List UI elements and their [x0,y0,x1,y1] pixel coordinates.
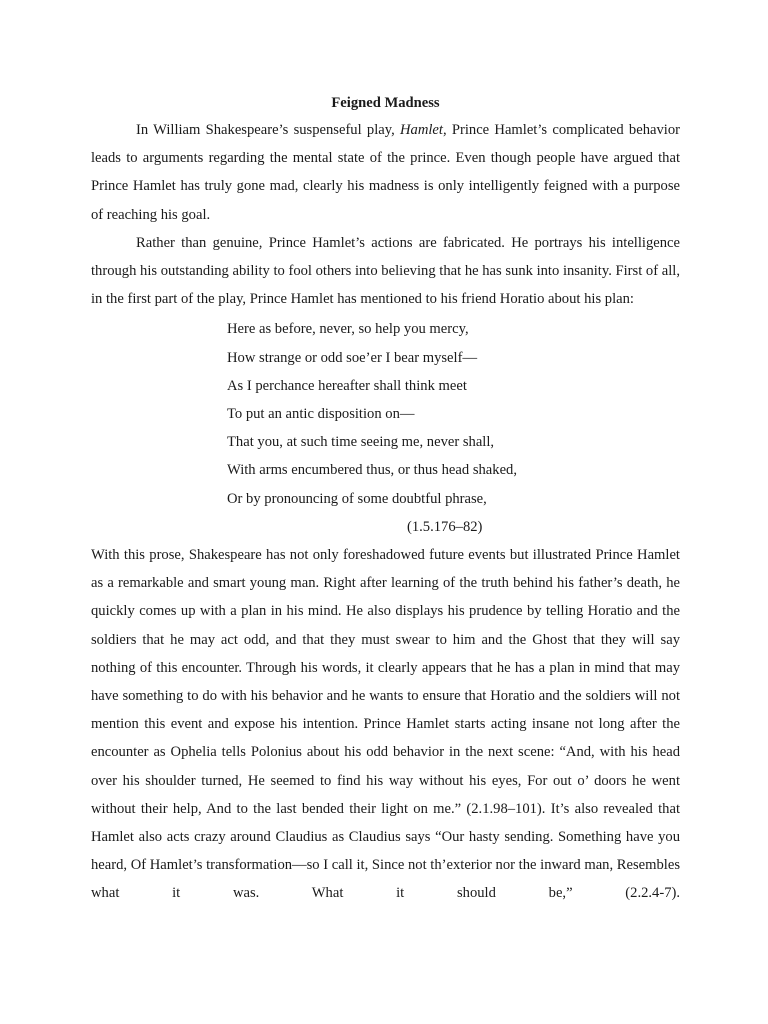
quote-citation: (1.5.176–82) [407,518,483,535]
document-body [91,91,680,908]
quote-line: To put an antic disposition on— [227,406,415,423]
intro-text-start: In William Shakespeare’s suspenseful play, [136,122,400,138]
body-paragraph-2: Rather than genuine, Prince Hamlet’s actions are fabricated. He portrays his intelligence through his outstanding ability to fool others into believing that he has sunk into insanity. First of all, in the first part of the play, Prince Hamlet has mentioned to his friend Horatio about his plan: [91,234,680,308]
play-title: Hamlet [400,122,443,138]
intro-paragraph [91,116,680,229]
quote-line: As I perchance hereafter shall think meet [227,377,467,394]
essay-title: Feigned Madness [331,95,440,111]
body-paragraph-3: With this prose, Shakespeare has not only foreshadowed future events but illustrated Prince Hamlet as a remarkable and smart young man. Right after learning of the truth behind his father’s death, he quickly comes up with a plan in his mind. He also displays his prudence by telling Horatio and the soldiers that he may act odd, and that they must swear to him and the Ghost that they will say nothing of this encounter. Through his words, it clearly appears that he has a plan in mind that may have something to do with his behavior and he wants to ensure that Horatio and the soldiers will not mention this event and expose his intention. Prince Hamlet starts acting insane not long after the encounter as Ophelia tells Polonius about his odd behavior in the next scene: “And, with his head over his shoulder turned, He seemed to find his way without his eyes, For out o’ doors he went without their help, And to the last bended their light on me.” (2.1.98–101). It’s also revealed that Hamlet also acts crazy around Claudius as Claudius says “Our hasty sending. Something have you heard, Of Hamlet’s transformation—so I call it, Since not th’exterior nor the inward man, Resembles what it was. What it should be,” (2.2.4-7). [91,547,680,902]
intro-text-end: , Prince Hamlet’s complicated behavior leads to arguments regarding the mental state of the prince. Even though people have argued that Prince Hamlet has truly gone mad, clearly his madness is only intelligently feigned with a purpose of reaching his goal. [91,122,680,223]
quote-line: With arms encumbered thus, or thus head shaked, [227,462,517,479]
quote-line: Here as before, never, so help you mercy, [227,321,469,338]
quote-line: Or by pronouncing of some doubtful phrase, [227,490,487,507]
quote-line: How strange or odd soe’er I bear myself— [227,349,478,366]
block-quote [227,315,680,541]
quote-line: That you, at such time seeing me, never shall, [227,434,495,451]
